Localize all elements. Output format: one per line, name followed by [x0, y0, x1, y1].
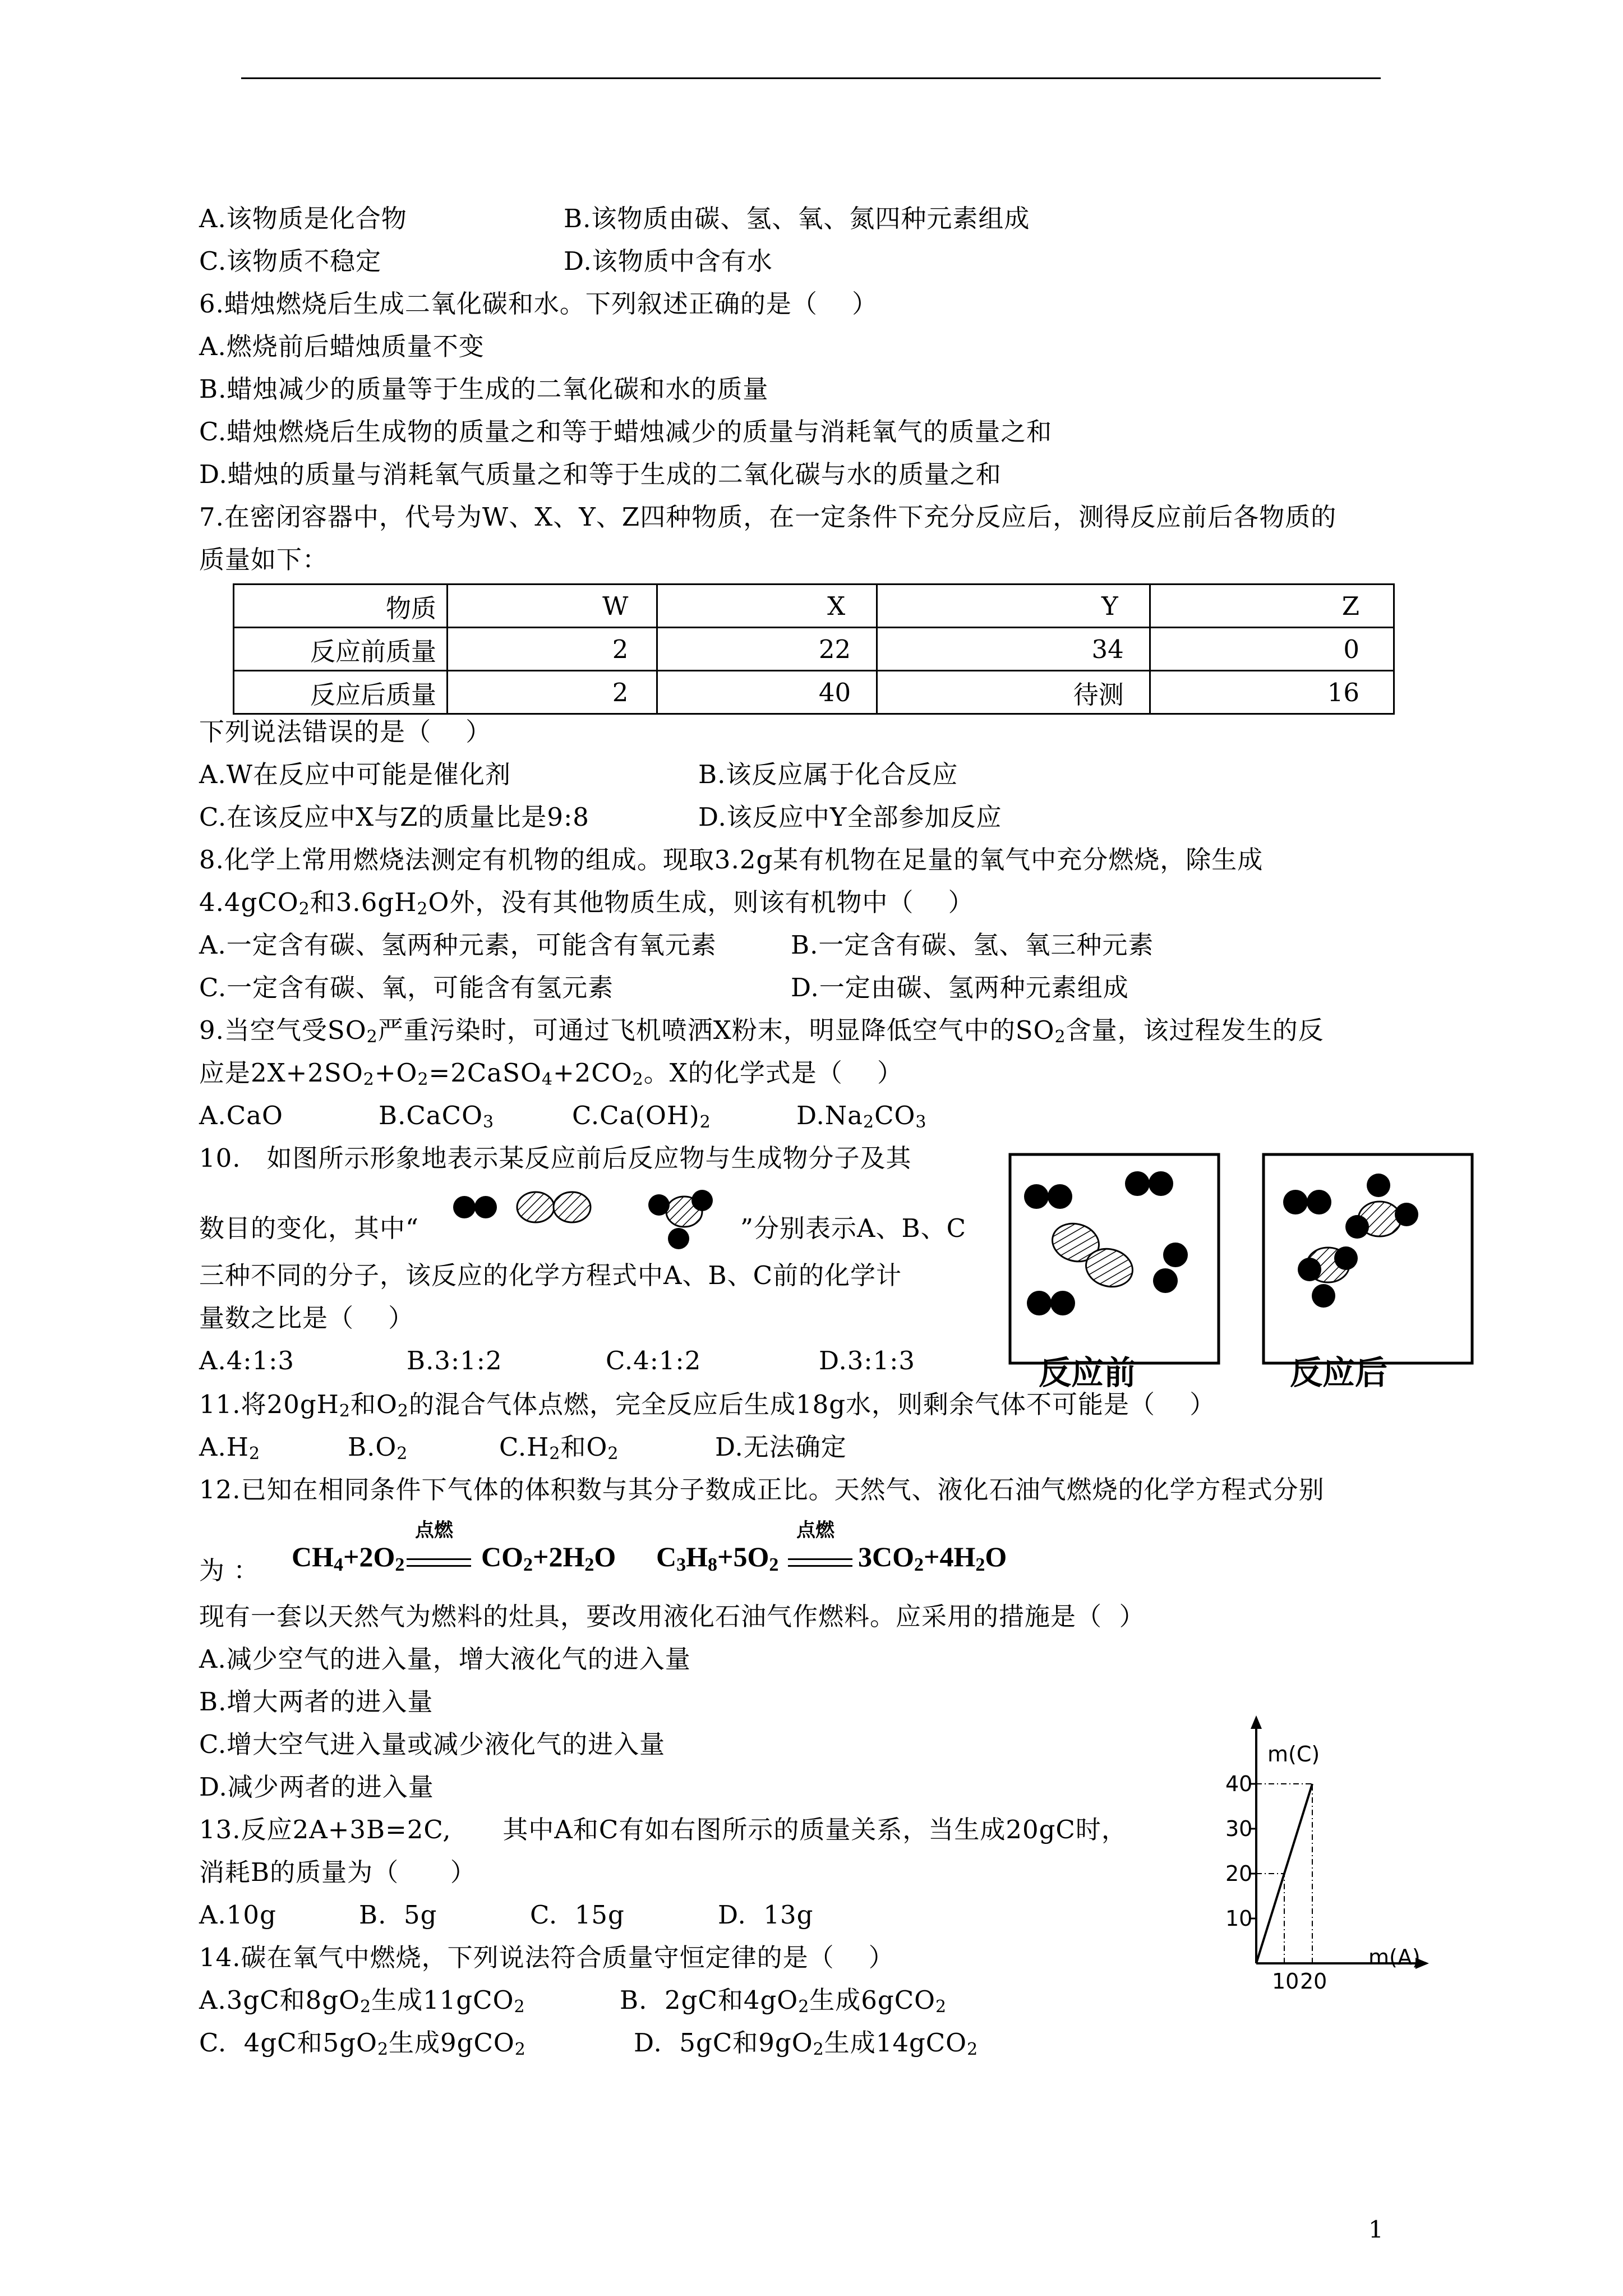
q9-stem-line2: 应是$2X+2SO_2+O_2=2CaSO_4+2CO_2$。X的化学式是（ ） — [199, 1058, 903, 1089]
table-cell: X — [657, 585, 877, 628]
q12-option-d: D.减少两者的进入量 — [199, 1772, 434, 1802]
q14-option-b: B. 2gC和$4gO_2$生成6gCO$_2$ — [620, 1985, 947, 2017]
q12-equation-1-condition: 点燃 — [415, 1519, 453, 1542]
q7-stem-line2: 质量如下： — [199, 545, 329, 574]
q11-option-c: $C.H_2$和$O_2$ — [499, 1432, 619, 1464]
equals-line — [788, 1565, 852, 1567]
q11-stem: 11.将$20gH_2$和$O_2$的混合气体点燃，完全反应后生成18g水，则剩余气体不可能是（ ） — [199, 1389, 1216, 1421]
q13-option-b: B. 5g — [359, 1900, 437, 1930]
q10-stem-line1: 10. 如图所示形象地表示某反应前后反应物与生成物分子及其 — [199, 1143, 912, 1173]
q8-option-a: A.一定含有碳、氢两种元素，可能含有氧元素 — [199, 930, 717, 960]
table-cell: 40 — [657, 671, 877, 714]
q7-option-a: A.W在反应中可能是催化剂 — [199, 760, 511, 789]
table-header-row — [234, 585, 1394, 628]
x-axis-label: m(A) — [1368, 1945, 1421, 1970]
q14-option-c: C. 4gC和$5gO_2$生成9gCO$_2$ — [199, 2028, 526, 2059]
q5-option-d: D.该物质中含有水 — [564, 246, 773, 276]
q12-option-a: A.减少空气的进入量，增大液化气的进入量 — [199, 1644, 691, 1674]
q10-option-b: B.3:1:2 — [407, 1346, 502, 1375]
y-tick-label: 20 — [1225, 1861, 1253, 1886]
q9-stem-line1: 9.当空气受$SO_2$严重污染时，可通过飞机喷洒X粉末，明显降低空气中的$SO_2$含量，该过程发生的反 — [199, 1015, 1324, 1047]
q6-option-a: A.燃烧前后蜡烛质量不变 — [199, 332, 485, 361]
y-axis-arrow-icon — [1251, 1715, 1262, 1729]
caption-after: 反应后 — [1290, 1354, 1388, 1392]
q13-stem-line2: 消耗B的质量为（ ） — [199, 1857, 476, 1887]
q9-option-c: $C.Ca(OH)_2$ — [572, 1101, 711, 1132]
q10-option-a: A.4:1:3 — [199, 1346, 295, 1375]
q6-option-d: D.蜡烛的质量与消耗氧气质量之和等于生成的二氧化碳与水的质量之和 — [199, 459, 1002, 489]
q7-question: 下列说法错误的是（ ） — [199, 717, 492, 747]
q5-option-b: B.该物质由碳、氢、氧、氮四种元素组成 — [564, 204, 1030, 233]
q8-stem-line1: 8.化学上常用燃烧法测定有机物的组成。现取3.2g某有机物在足量的氧气中充分燃烧，除生成 — [199, 845, 1264, 875]
q5-option-a: A.该物质是化合物 — [199, 204, 407, 233]
q12-option-c: C.增大空气进入量或减少液化气的进入量 — [199, 1729, 666, 1759]
table-cell: 反应前质量 — [234, 628, 448, 671]
molecule-a-icon — [453, 1196, 497, 1218]
equals-line — [407, 1565, 471, 1567]
table-cell: 0 — [1150, 628, 1394, 671]
header-rule — [241, 77, 1381, 79]
q13-mass-chart — [1206, 1705, 1441, 1997]
equals-line — [407, 1558, 471, 1560]
q9-option-a: A.CaO — [199, 1101, 283, 1130]
q9-option-b: B.CaCO$_3$ — [379, 1101, 495, 1132]
q13-stem-line1: 13.反应2A+3B=2C, 其中A和C有如右图所示的质量关系，当生成20gC时， — [199, 1815, 1127, 1844]
q11-option-d: D.无法确定 — [715, 1432, 847, 1462]
x-tick-label: 20 — [1300, 1969, 1327, 1994]
q13-option-d: D. 13g — [718, 1900, 814, 1930]
q7-option-b: B.该反应属于化合反应 — [698, 760, 958, 789]
table-cell: 2 — [448, 671, 657, 714]
q12-equation-2-right: $3CO_2+4H_2O$ — [858, 1541, 1007, 1575]
caption-before: 反应前 — [1039, 1354, 1137, 1392]
molecule-c-icon — [648, 1190, 713, 1249]
q10-stem-line3: 三种不同的分子，该反应的化学方程式中A、B、C前的化学计 — [199, 1260, 902, 1290]
table-row — [234, 671, 1394, 714]
table-cell: 16 — [1150, 671, 1394, 714]
q7-option-c: C.在该反应中X与Z的质量比是9:8 — [199, 802, 589, 832]
q9-option-d: $D.Na_2CO_3$ — [796, 1101, 927, 1132]
q12-option-b: B.增大两者的进入量 — [199, 1687, 434, 1717]
y-tick-label: 30 — [1225, 1816, 1253, 1841]
y-axis-label: m(C) — [1267, 1742, 1320, 1766]
table-cell: Y — [877, 585, 1150, 628]
q6-option-b: B.蜡烛减少的质量等于生成的二氧化碳和水的质量 — [199, 374, 769, 404]
q12-equation-1-left: $CH_4+2O_2$ — [292, 1541, 405, 1575]
q8-option-d: D.一定由碳、氢两种元素组成 — [791, 973, 1129, 1002]
q10-option-c: C.4:1:2 — [606, 1346, 702, 1375]
q12-equation-2-condition: 点燃 — [796, 1519, 834, 1542]
table-cell: 待测 — [877, 671, 1150, 714]
q12-equation-1-right: $CO_2+2H_2O$ — [481, 1541, 616, 1575]
table-cell: 22 — [657, 628, 877, 671]
molecule-b-icon — [517, 1192, 591, 1222]
q6-stem: 6.蜡烛燃烧后生成二氧化碳和水。下列叙述正确的是（ ） — [199, 289, 878, 319]
q12-stem-line3: 现有一套以天然气为燃料的灶具，要改用液化石油气作燃料。应采用的措施是（ ） — [199, 1602, 1145, 1631]
q11-option-b: $B.O_2$ — [348, 1432, 408, 1464]
q13-option-a: A.10g — [199, 1900, 276, 1930]
table-cell: 物质 — [234, 585, 448, 628]
y-tick-label: 40 — [1225, 1772, 1253, 1796]
q12-equation-2-left: $C_3H_8+5O_2$ — [656, 1541, 779, 1575]
y-tick-label: 10 — [1225, 1906, 1253, 1931]
q14-option-d: D. 5gC和$9gO_2$生成14gCO$_2$ — [634, 2028, 979, 2059]
table-cell: 34 — [877, 628, 1150, 671]
table-row — [234, 628, 1394, 671]
q10-figure-before — [1008, 1153, 1221, 1366]
q12-stem-line2: 为 ： — [199, 1556, 260, 1585]
q10-stem-line2-end: ”分别表示A、B、C — [740, 1213, 967, 1243]
table-cell: 2 — [448, 628, 657, 671]
q10-stem-line4: 量数之比是（ ） — [199, 1303, 414, 1333]
q13-option-c: C. 15g — [530, 1900, 625, 1930]
q10-stem-line2-start: 数目的变化，其中“ — [199, 1213, 419, 1243]
q7-stem-line1: 7.在密闭容器中，代号为W、X、Y、Z四种物质，在一定条件下充分反应后，测得反应前后各物质的 — [199, 502, 1337, 532]
q5-option-c: C.该物质不稳定 — [199, 246, 382, 276]
table-cell: Z — [1150, 585, 1394, 628]
q12-stem-line1: 12.已知在相同条件下气体的体积数与其分子数成正比。天然气、液化石油气燃烧的化学方程式分别 — [199, 1475, 1325, 1504]
q10-option-d: D.3:1:3 — [819, 1346, 915, 1375]
q14-stem: 14.碳在氧气中燃烧，下列说法符合质量守恒定律的是（ ） — [199, 1943, 895, 1972]
q6-option-c: C.蜡烛燃烧后生成物的质量之和等于蜡烛减少的质量与消耗氧气的质量之和 — [199, 417, 1053, 447]
q10-figure-after — [1262, 1153, 1475, 1366]
q8-option-b: B.一定含有碳、氢、氧三种元素 — [791, 930, 1154, 960]
q7-mass-table — [233, 583, 1395, 715]
page-number: 1 — [1368, 2216, 1384, 2243]
q7-option-d: D.该反应中Y全部参加反应 — [698, 802, 1002, 832]
q14-option-a: A.3gC和$8gO_2$生成11gCO$_2$ — [199, 1985, 525, 2017]
table-cell: W — [448, 585, 657, 628]
q8-stem-line2: 4.4gCO$_2$和$3.6gH_2O$外，没有其他物质生成，则该有机物中（ ） — [199, 887, 974, 919]
q11-option-a: $A.H_2$ — [199, 1432, 261, 1464]
equals-line — [788, 1558, 852, 1560]
table-cell: 反应后质量 — [234, 671, 448, 714]
q10-legend-molecules — [449, 1184, 740, 1257]
q8-option-c: C.一定含有碳、氧，可能含有氢元素 — [199, 973, 614, 1002]
x-tick-label: 10 — [1272, 1969, 1299, 1994]
